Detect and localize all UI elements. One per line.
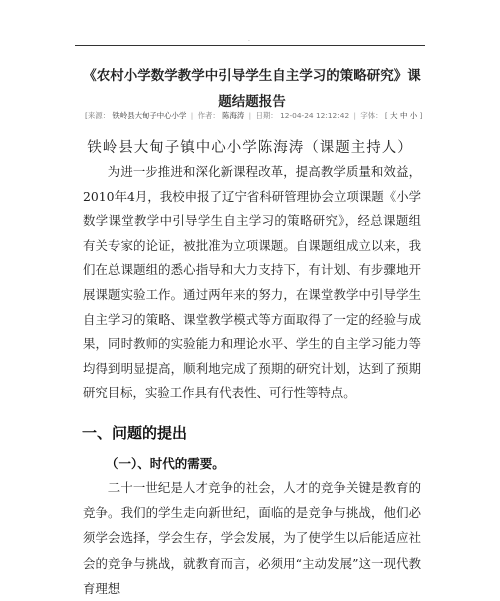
source-value: 铁岭县大甸子中心小学 (112, 111, 187, 120)
article-title: 《农村小学数学教学中引导学生自主学习的策略研究》课题结题报告 (83, 68, 421, 110)
header-rule (75, 45, 425, 46)
author-label: 作者： (197, 111, 220, 120)
article-meta: [来源： 铁岭县大甸子中心小学 | 作者： 陈海涛 | 日期： 12-04-24 12:12:42 | 字体： [ 大 中 小 ] (85, 111, 423, 120)
font-size-small-link[interactable]: 小 (409, 111, 418, 120)
section-paragraph: 二十一世纪是人才竞争的社会，人才的竞争关键是教育的竞争。我们的学生走向新世纪，面临的是竞争与挑战，他们必须学会选择，学会生存，学会发展，为了使学生以后能适应社会的竞争与挑战，就教育而言，必须用“主动发展”这一现代教育理想 (83, 480, 421, 596)
author-line: 铁岭县大甸子镇中心小学陈海涛（课题主持人） (87, 140, 413, 156)
font-size-medium-link[interactable]: 中 (399, 111, 408, 120)
author-value: 陈海涛 (222, 111, 245, 120)
date-value: 12-04-24 12:12:42 (280, 111, 350, 120)
intro-section (83, 160, 421, 406)
font-size-large-link[interactable]: 大 (390, 111, 398, 120)
font-label: 字体： (360, 111, 383, 120)
source-label: [来源： (85, 111, 111, 120)
section-heading: 一、问题的提出 (82, 424, 188, 442)
font-open-bracket: [ (384, 111, 388, 120)
intro-paragraph: 为进一步推进和深化新课程改革，提高教学质量和效益，2010年4月，我校申报了辽宁省科研管理协会立项课题《小学数学课堂教学中引导学生自主学习的策略研究》，经总课题组有关专家的论证，被批准为立项课题。自课题组成立以来，我们在总课题组的悉心指导和大力支持下，有计划、有步骤地开展课题实验工作。通过两年来的努力，在课堂教学中引导学生自主学习的策略、课堂教学模式等方面取得了一定的经验与成果，同时教师的实验能力和理论水平、学生的自主学习能力等均得到明显提高，顺利地完成了预期的研究计划，达到了预期研究目标，实验工作具有代表性、可行性等特点。 (83, 164, 421, 401)
subsection-heading: （一）、时代的需要。 (106, 456, 225, 471)
header-dot: · (248, 38, 250, 45)
date-label: 日期： (255, 111, 278, 120)
font-close-bracket: ] (419, 111, 423, 120)
section-body (83, 475, 421, 601)
